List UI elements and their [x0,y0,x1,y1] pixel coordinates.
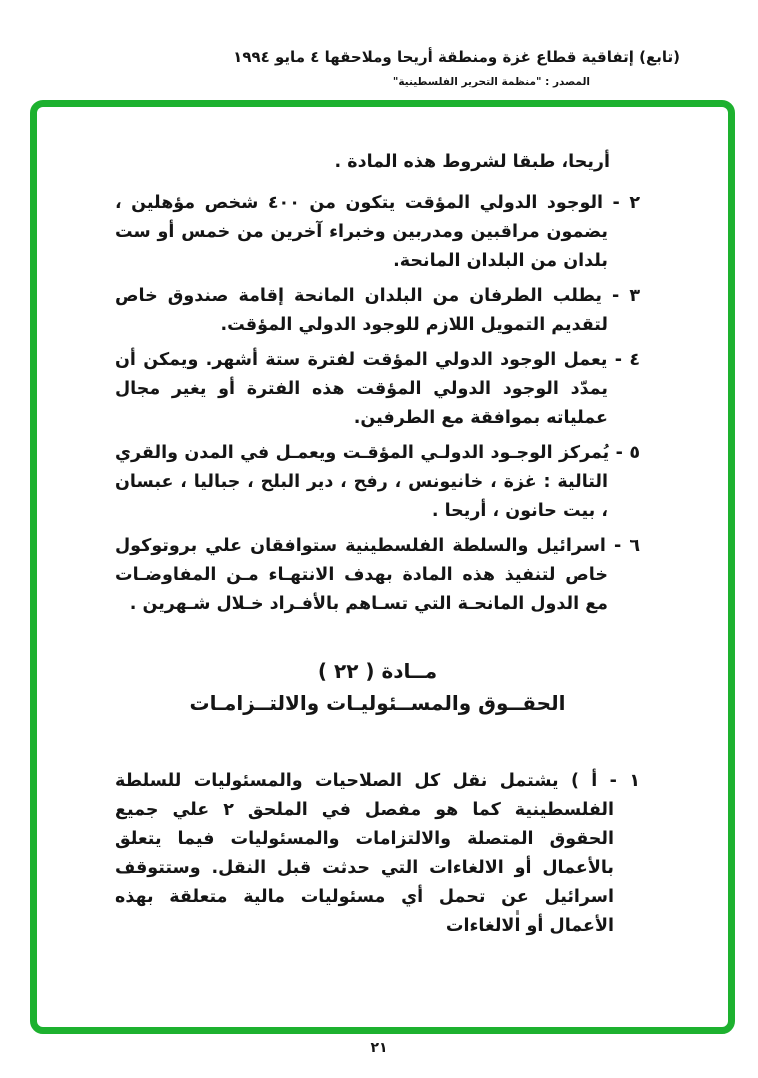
list-item-5: ٥ - يُمركز الوجـود الدولـي المؤقـت ويعمـل في المدن والقري التالية : غزة ، خانيونس ، رفح ، دير البلح ، جباليا ، عبسان ، بيت حانون ، أريحا . [115,443,640,521]
article-heading [115,655,640,719]
list-item-2: ٢ - الوجود الدولي المؤقت يتكون من ٤٠٠ شخص مؤهلين ، يضمون مراقبين ومدربين وخبراء آخرين من خمس أو ست بلدان من البلدان المانحة. [115,193,640,271]
list-item-4: ٤ - يعمل الوجود الدولي المؤقت لفترة ستة أشهر. ويمكن أن يمدّد الوجود الدولي المؤقت هذه الفترة أو يغير مجال عملياته بموافقة مع الطرفين. [115,350,640,428]
header-continued-title: (تابع) إتفاقية قطاع غزة ومنطقة أريحا وملاحقها ٤ مايو ١٩٩٤ [233,48,680,66]
article-title: مــادة ( ٢٢ ) [317,659,438,683]
header-source-line: المصدر : "منظمة التحرير الفلسطينية" [392,76,590,88]
clause-1a-paragraph: ١ - أ ) يشتمل نقل كل الصلاحيات والمسئوليات للسلطة الفلسطينية كما هو مفصل في الملحق ٢ علي جميع الحقوق المتصلة والالتزامات والمسئوليات فيما يتعلق بالأعمال أو الالغاءات التي حدثت قبل النقل. وستتوقف اسرائيل عن تحمل أي مسئوليات مالية متعلقة بهذه الأعمال أو الالغاءات [115,771,640,936]
list-item-3: ٣ - يطلب الطرفان من البلدان المانحة إقامة صندوق خاص لتقديم التمويل اللازم للوجود الدولي المؤقت. [115,286,640,335]
intro-continuation-line: أريحا، طبقا لشروط هذه المادة . [334,152,610,172]
page-number: ٢١ [370,1040,388,1056]
scan-artifact-dot [516,910,519,915]
page-body [115,148,640,941]
list-item-6: ٦ - اسرائيل والسلطة الفلسطينية ستوافقان علي بروتوكول خاص لتنفيذ هذه المادة بهدف الانتهـاء مـن المفاوضـات مع الدول المانحـة التي تسـاهم بالأفـراد خـلال شـهرين . [115,536,640,614]
article-subtitle: الحقــوق والمســئوليـات والالتــزامـات [189,691,566,715]
